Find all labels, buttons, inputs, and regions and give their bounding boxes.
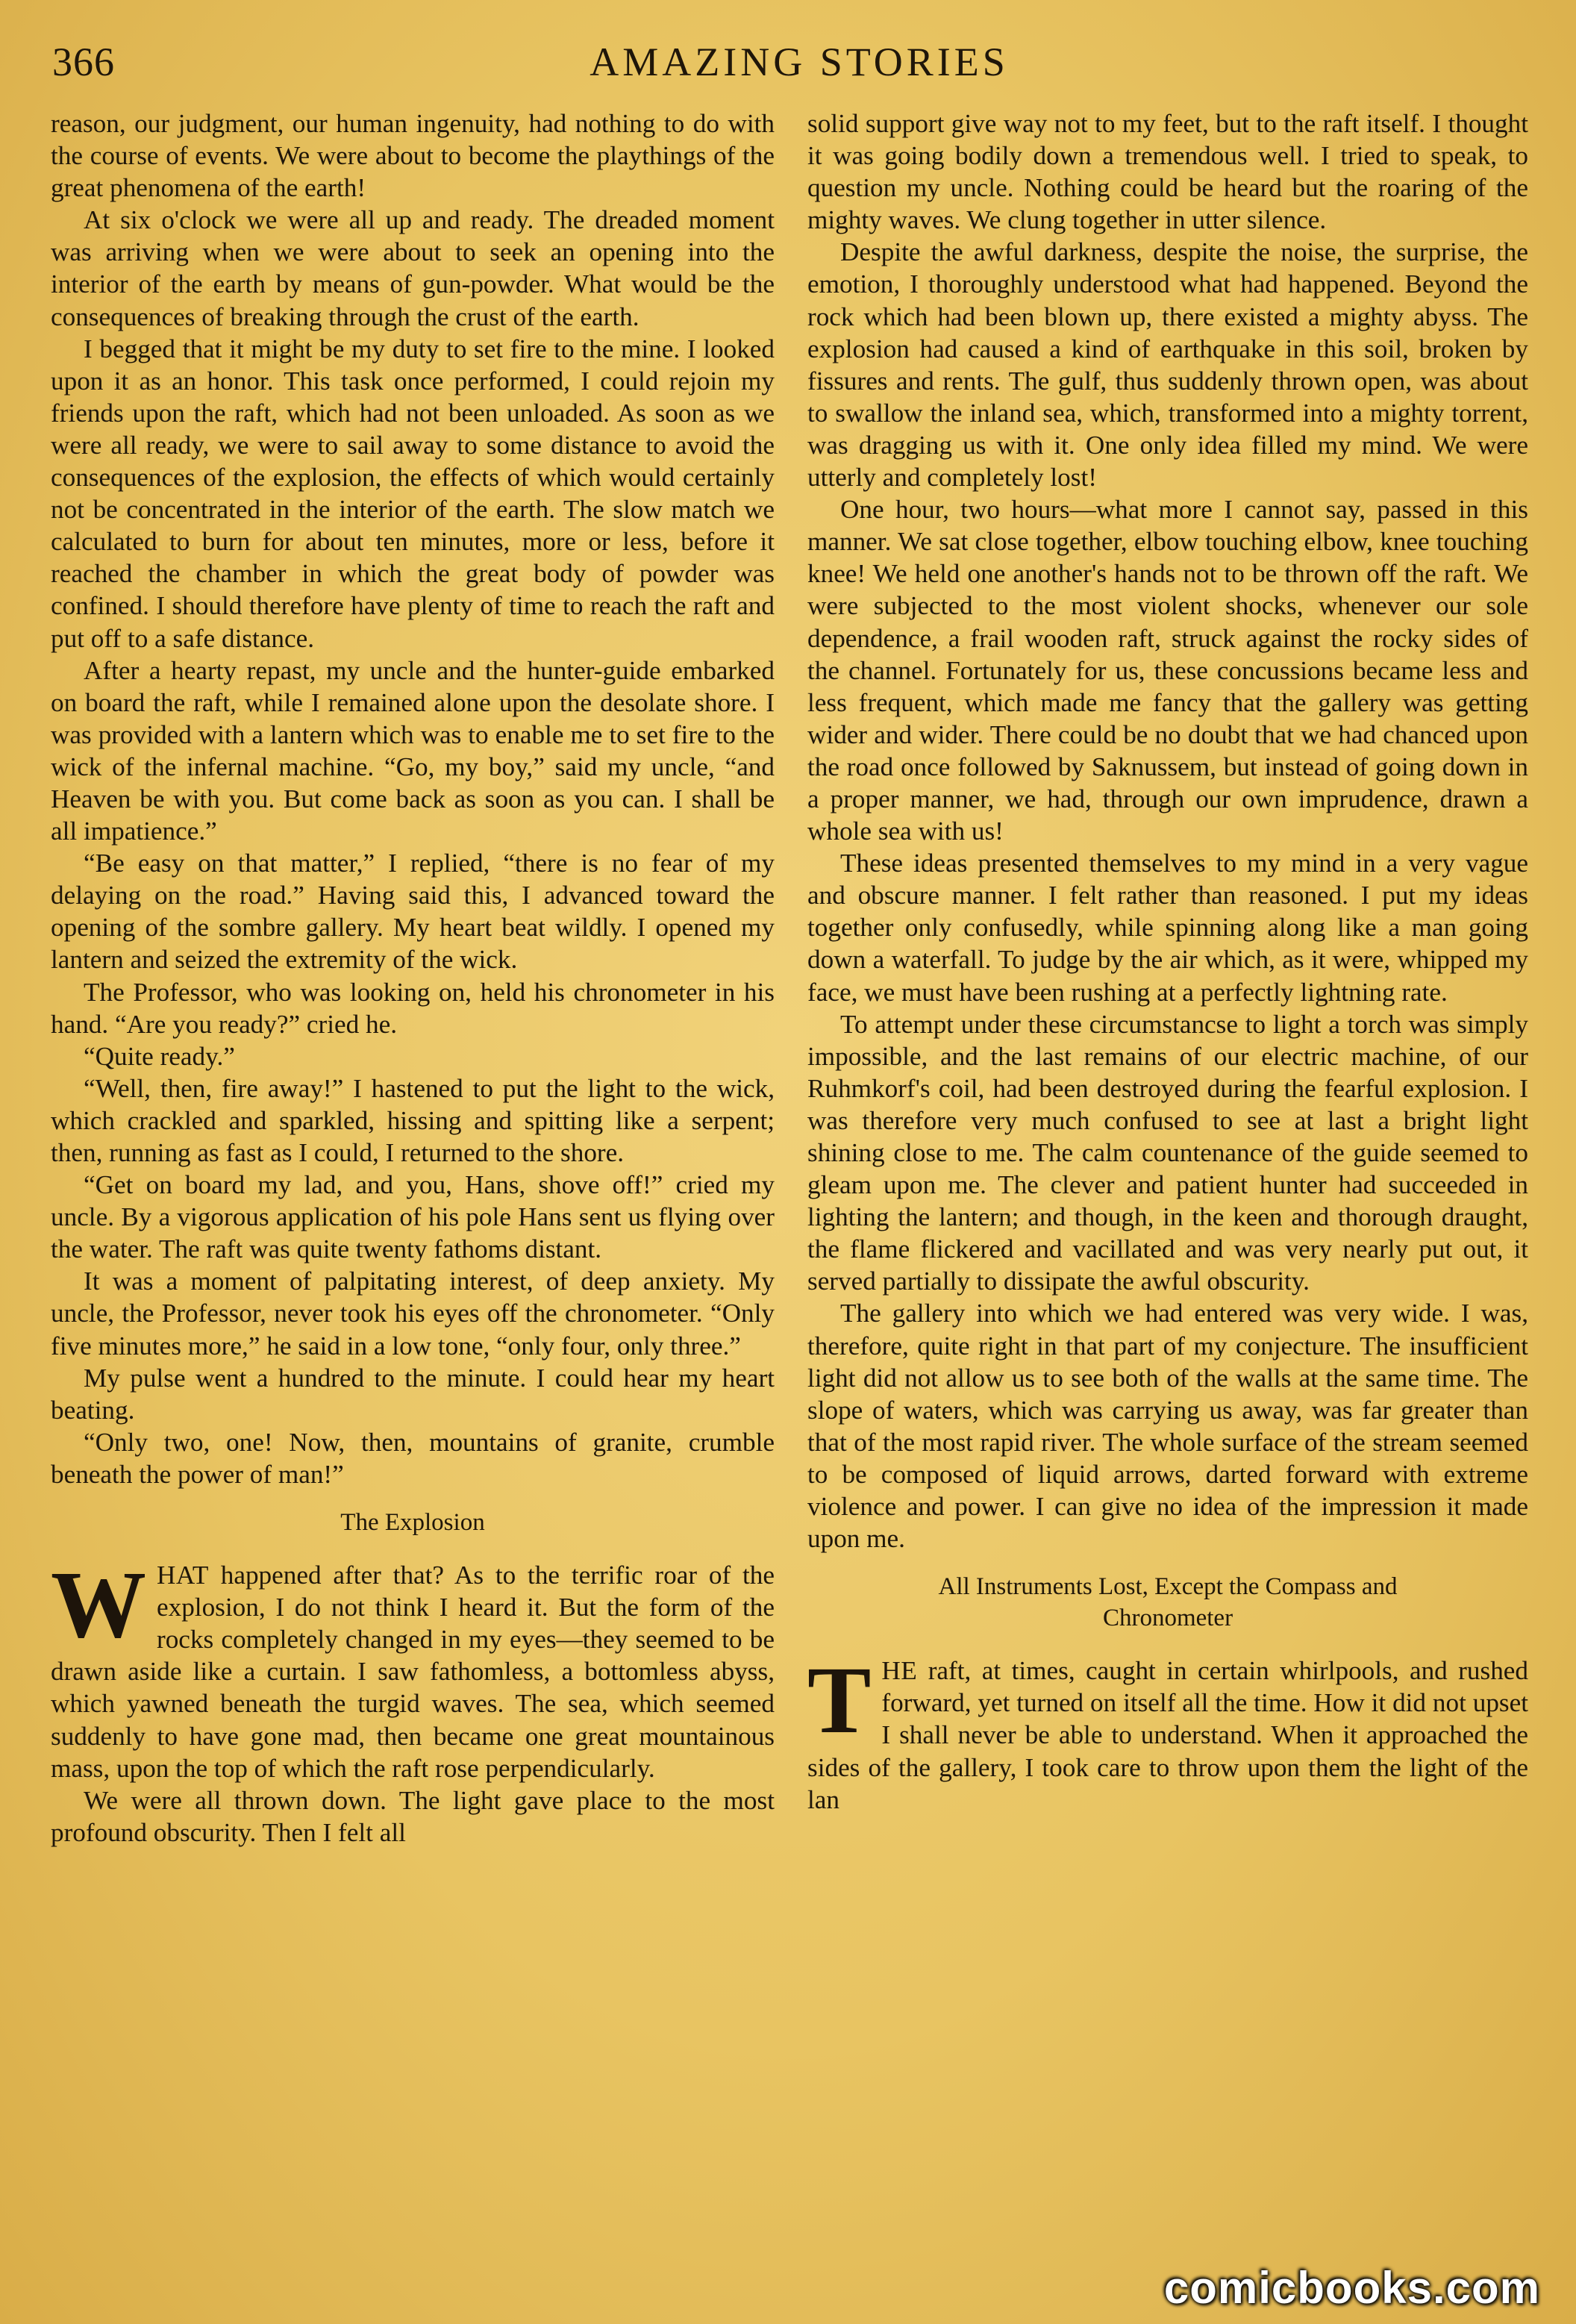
drop-cap: W: [51, 1552, 146, 1658]
paragraph: After a hearty repast, my uncle and the hunter-guide embarked on board the raft, while I remained alone upon the desolate shore. I was provided with a lantern which was to enable me to set fire to the wick of the infernal machine. “Go, my boy,” said my uncle, “and Heaven be with you. But come back as soon as you can. I shall be all impatience.”: [51, 655, 775, 846]
paragraph: “Be easy on that matter,” I replied, “there is no fear of my delaying on the road.” Having said this, I advanced toward the opening of the sombre gallery. My heart beat wildly. I opened my lantern and seized the extremity of the wick.: [51, 849, 775, 975]
right-column: [807, 107, 1528, 1816]
paragraph: These ideas presented themselves to my mind in a very vague and obscure manner. I felt rather than reasoned. I put my ideas together only confusedly, while spinning along like a man going down a waterfall. To judge by the air which, as it were, whipped my face, we must have been rushing at a perfectly lightning rate.: [807, 849, 1528, 1007]
dropcap-lead: HE: [881, 1656, 918, 1686]
paragraph: It was a moment of palpitating interest, of deep anxiety. My uncle, the Professor, never took his eyes off the chronometer. “Only five minutes more,” he said in a low tone, “only four, only three.”: [51, 1266, 775, 1361]
section-heading-line: All Instruments Lost, Except the Compass and: [938, 1573, 1398, 1601]
dropcap-paragraph: [807, 1647, 1528, 1815]
paragraph: The gallery into which we had entered was very wide. I was, therefore, quite right in that part of my conjecture. The insufficient light did not allow us to see both of the walls at the same time. The slope of waters, which was carrying us away, was far greater than that of the most rapid river. The whole surface of the stream seemed to be composed of liquid arrows, darted forward with extreme violence and power. I can give no idea of the impression it made upon me.: [807, 1299, 1528, 1554]
section-heading: The Explosion: [340, 1509, 485, 1537]
paragraph: “Well, then, fire away!” I hastened to put the light to the wick, which crackled and sparkled, hissing and spitting like a serpent; then, running as fast as I could, I returned to the shore.: [51, 1073, 775, 1167]
paragraph: “Quite ready.”: [84, 1041, 235, 1071]
section-heading: [807, 1571, 1528, 1634]
paragraph: My pulse went a hundred to the minute. I could hear my heart beating.: [51, 1363, 775, 1425]
page-number: 366: [52, 40, 115, 84]
running-title: AMAZING STORIES: [590, 40, 1009, 84]
dropcap-paragraph: [51, 1552, 775, 1784]
watermark: comicbooks.com: [1163, 2263, 1540, 2313]
dropcap-text: happened after that? As to the terrific roar of the explosion, I do not think I heard it. But the form of the rocks completely changed in my eyes—they seemed to be drawn aside like a curtain. I saw fathomless, a bottomless abyss, which yawned beneath the turgid waves. The sea, which seemed suddenly to have gone mad, then became one great mountainous mass, upon the top of which the raft rose perpendicularly.: [51, 1561, 775, 1783]
paragraph: solid support give way not to my feet, but to the raft itself. I thought it was going bodily down a tremendous well. I tried to speak, to question my uncle. Nothing could be heard but the roaring of the mighty waves. We clung together in utter silence.: [807, 109, 1528, 235]
dropcap-lead: HAT: [157, 1561, 209, 1590]
paragraph: I begged that it might be my duty to set fire to the mine. I looked upon it as an honor. This task once performed, I could rejoin my friends upon the raft, which had not been unloaded. As soon as we were all ready, we were to sail away to some distance to avoid the consequences of the explosion, the effects of which would certainly not be concentrated in the interior of the earth. The slow match we calculated to burn for about ten minutes, more or less, before it reached the chamber in which the great body of powder was confined. I should therefore have plenty of time to reach the raft and put off to a safe distance.: [51, 334, 775, 653]
paragraph: Despite the awful darkness, despite the noise, the surprise, the emotion, I thoroughly understood what had happened. Beyond the rock which had been blown up, there existed a mighty abyss. The explosion had caused a kind of earthquake in this soil, broken by fissures and rents. The gulf, thus suddenly thrown open, was about to swallow the inland sea, which, transformed into a mighty torrent, was dragging us with it. One only idea filled my mind. We were utterly and completely lost!: [807, 237, 1528, 493]
paragraph: reason, our judgment, our human ingenuity, had nothing to do with the course of events. We were about to become the playthings of the great phenomena of the earth!: [51, 109, 775, 203]
page-header: [52, 39, 1516, 91]
section-heading-line: Chronometer: [1102, 1605, 1233, 1632]
drop-cap: T: [807, 1647, 872, 1754]
left-column: [51, 107, 775, 1849]
paragraph: At six o'clock we were all up and ready. The dreaded moment was arriving when we were about to seek an opening into the interior of the earth by means of gun-powder. What would be the consequences of breaking through the crust of the earth.: [51, 205, 775, 331]
dropcap-text: raft, at times, caught in certain whirlpools, and rushed forward, yet turned on itself all the time. How it did not upset I shall never be able to understand. When it approached the sides of the gallery, I took care to throw upon them the light of the lan: [807, 1656, 1528, 1814]
paragraph: To attempt under these circumstancse to light a torch was simply impossible, and the last remains of our electric machine, of our Ruhmkorf's coil, had been destroyed during the fearful explosion. I was therefore very much confused to see at last a bright light shining close to me. The calm countenance of the guide seemed to gleam upon me. The clever and patient hunter had succeeded in lighting the lantern; and though, in the keen and thorough draught, the flame flickered and vacillated and was very nearly put out, it served partially to dissipate the awful obscurity.: [807, 1009, 1528, 1296]
paragraph: “Only two, one! Now, then, mountains of granite, crumble beneath the power of man!”: [51, 1427, 775, 1489]
paragraph: One hour, two hours—what more I cannot say, passed in this manner. We sat close together, elbow touching elbow, knee touching knee! We held one another's hands not to be thrown off the raft. We were subjected to the most violent shocks, whenever our sole dependence, a frail wooden raft, struck against the rocky sides of the channel. Fortunately for us, these concussions became less and less frequent, which made me fancy that the gallery was getting wider and wider. There could be no doubt that we had chanced upon the road once followed by Saknussem, but instead of going down in a proper manner, we had, through our own imprudence, drawn a whole sea with us!: [807, 495, 1528, 846]
paragraph: The Professor, who was looking on, held his chronometer in his hand. “Are you ready?” cried he.: [51, 977, 775, 1039]
paragraph: We were all thrown down. The light gave place to the most profound obscurity. Then I felt all: [51, 1785, 775, 1847]
paragraph: “Get on board my lad, and you, Hans, shove off!” cried my uncle. By a vigorous application of his pole Hans sent us flying over the water. The raft was quite twenty fathoms distant.: [51, 1170, 775, 1264]
